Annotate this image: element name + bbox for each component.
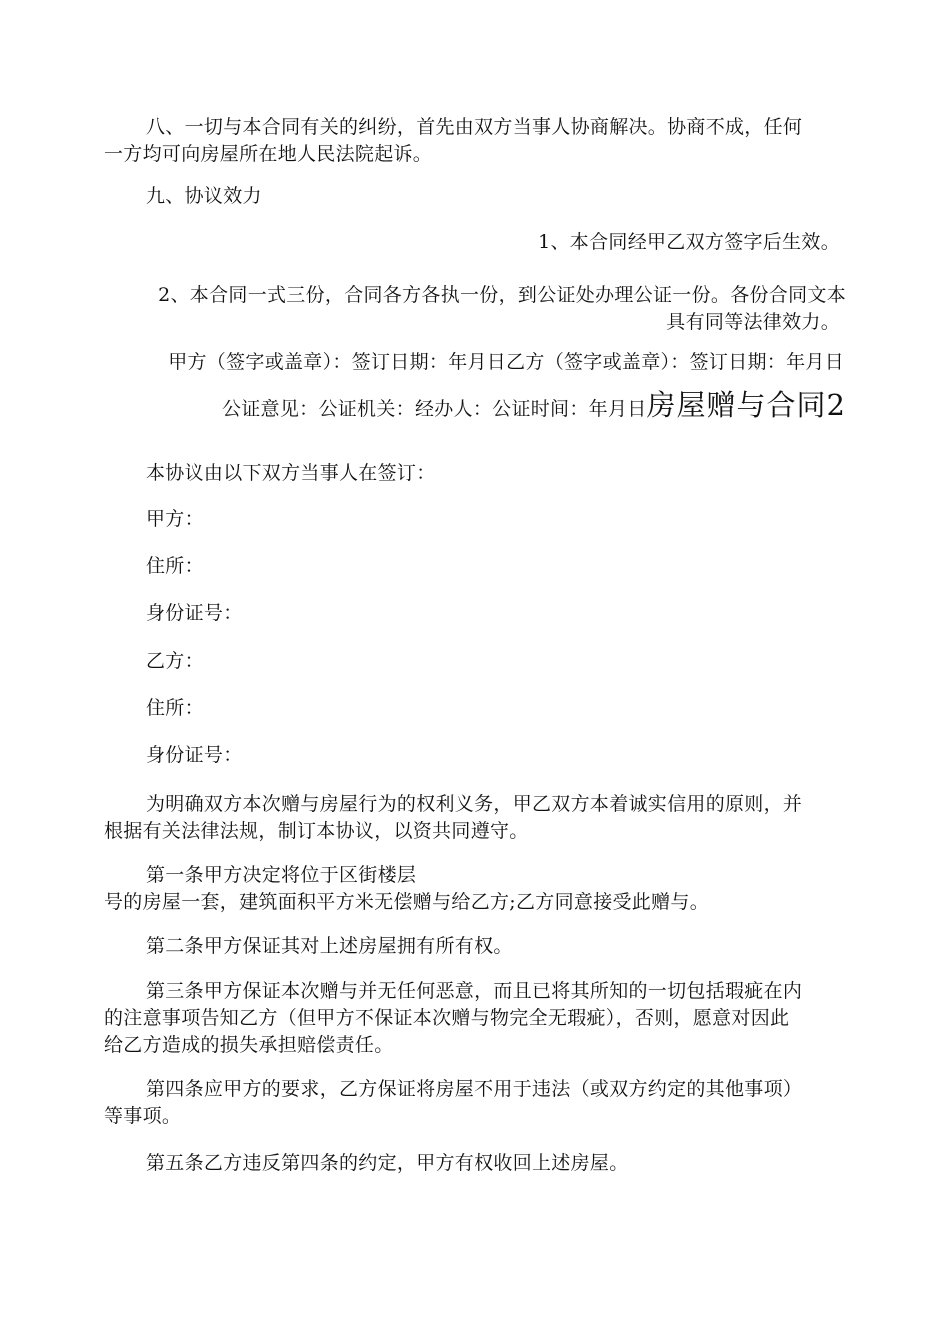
signature-line: 甲方（签字或盖章）：签订日期：年月日乙方（签字或盖章）：签订日期：年月日 [168, 351, 844, 373]
clause8-line1: 八、一切与本合同有关的纠纷，首先由双方当事人协商解决。协商不成，任何 [146, 116, 803, 138]
notary-and-title-row [221, 388, 846, 422]
clause9-item2-line1: 2、本合同一式三份，合同各方各执一份，到公证处办理公证一份。各份合同文本 [158, 284, 846, 306]
party-b-label: 乙方： [146, 650, 204, 672]
party-b-address-label: 住所： [146, 697, 204, 719]
clause9-heading: 九、协议效力 [146, 185, 262, 207]
clause9-item1: 1、本合同经甲乙双方签字后生效。 [538, 231, 840, 253]
intro-text: 本协议由以下双方当事人在签订： [146, 462, 436, 484]
notary-line: 公证意见：公证机关：经办人：公证时间：年月日 [221, 398, 647, 420]
party-a-id-label: 身份证号： [146, 602, 243, 624]
preamble-line2: 根据有关法律法规，制订本协议，以资共同遵守。 [104, 820, 529, 842]
clause8-line2: 一方均可向房屋所在地人民法院起诉。 [104, 143, 433, 165]
clause9-item2-line2: 具有同等法律效力。 [666, 311, 840, 333]
preamble-line1: 为明确双方本次赠与房屋行为的权利义务，甲乙双方本着诚实信用的原则，并 [146, 793, 803, 815]
article4-line1: 第四条应甲方的要求，乙方保证将房屋不用于违法（或双方约定的其他事项） [146, 1078, 803, 1100]
article3-line2: 的注意事项告知乙方（但甲方不保证本次赠与物完全无瑕疵），否则，愿意对因此 [104, 1007, 790, 1029]
article2: 第二条甲方保证其对上述房屋拥有所有权。 [146, 935, 513, 957]
article5: 第五条乙方违反第四条的约定，甲方有权收回上述房屋。 [146, 1152, 629, 1174]
article1-line2: 号的房屋一套，建筑面积平方米无偿赠与给乙方;乙方同意接受此赠与。 [104, 891, 710, 913]
contract2-title: 房屋赠与合同2 [646, 388, 846, 422]
article1-line1: 第一条甲方决定将位于区街楼层 [146, 864, 417, 886]
article4-line2: 等事项。 [104, 1105, 182, 1127]
party-b-id-label: 身份证号： [146, 744, 243, 766]
party-a-label: 甲方： [146, 508, 204, 530]
article3-line1: 第三条甲方保证本次赠与并无任何恶意，而且已将其所知的一切包括瑕疵在内 [146, 980, 803, 1002]
party-a-address-label: 住所： [146, 555, 204, 577]
article3-line3: 给乙方造成的损失承担赔偿责任。 [104, 1034, 394, 1056]
